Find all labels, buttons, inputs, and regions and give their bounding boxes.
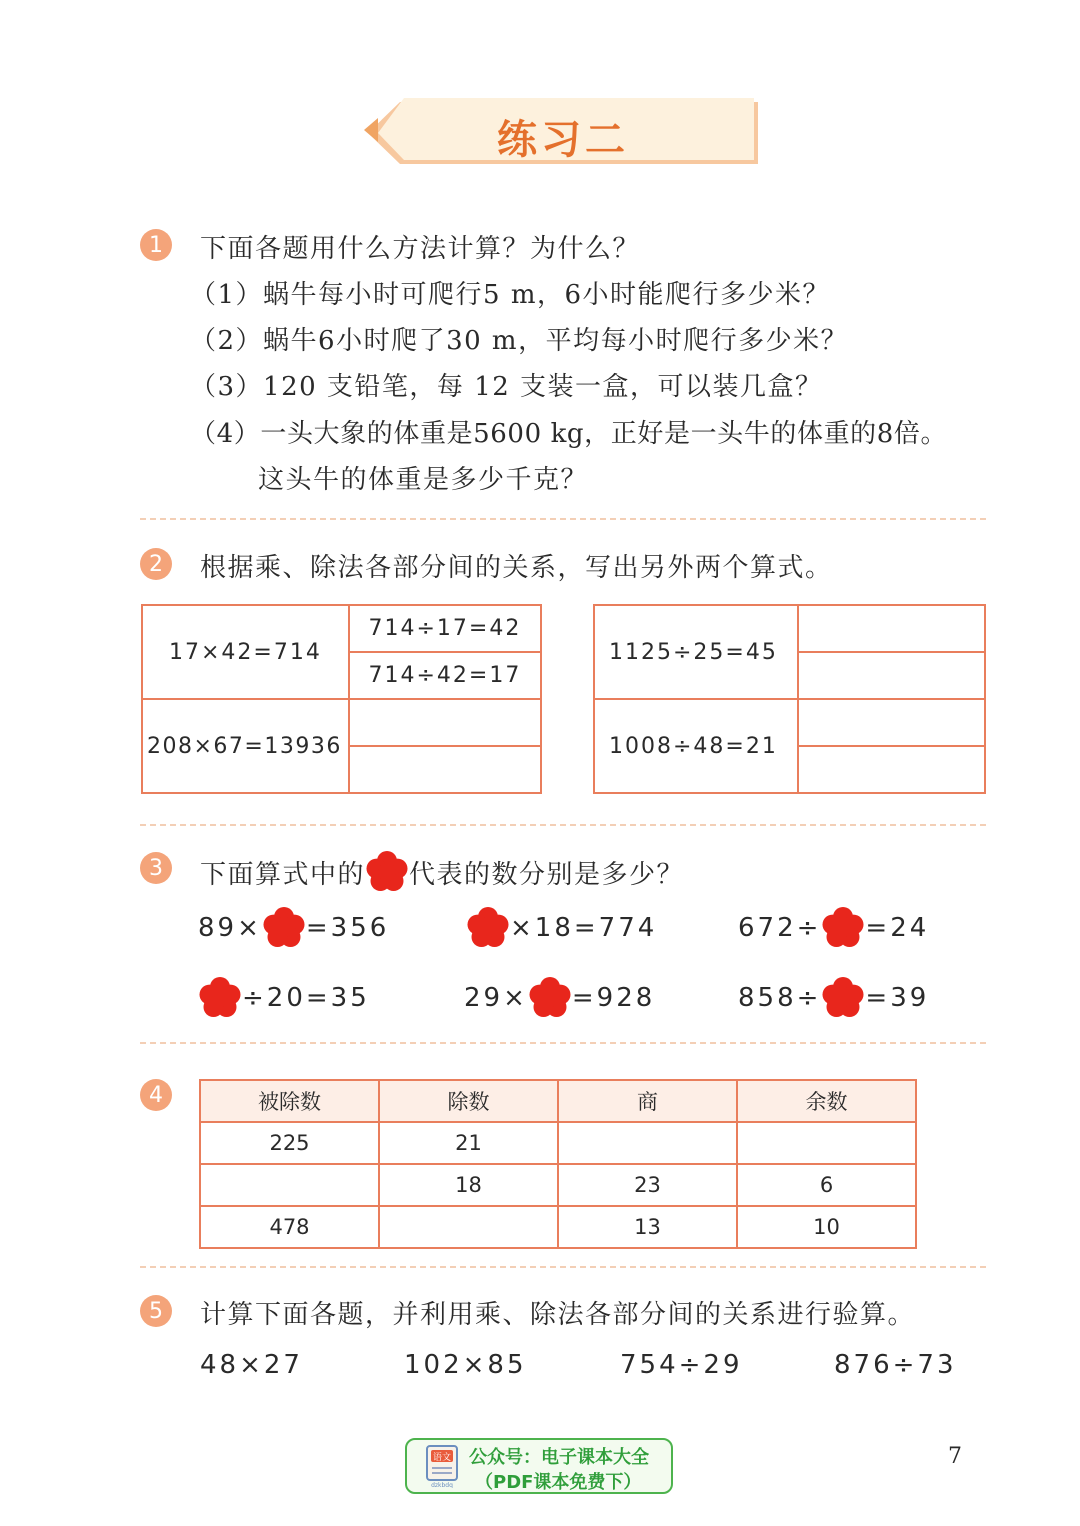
column-header: 除数: [379, 1080, 558, 1122]
flower-icon: [821, 976, 865, 1020]
equation-left: 29×: [464, 983, 528, 1013]
flower-icon: [528, 976, 572, 1020]
table-cell: 13: [558, 1206, 737, 1248]
q1-item-1: （1）蜗牛每小时可爬行5 m，6小时能爬行多少米？: [190, 280, 831, 310]
section-divider: [140, 824, 986, 826]
answer-cell: 714÷17=42: [349, 605, 541, 652]
q5-problem: 876÷73: [834, 1350, 957, 1380]
q1-prompt: 下面各题用什么方法计算？为什么？: [200, 234, 641, 264]
q5-problem: 102×85: [404, 1350, 527, 1380]
q5-prompt: 计算下面各题，并利用乘、除法各部分间的关系进行验算。: [200, 1300, 916, 1330]
watermark-badge: [405, 1438, 673, 1494]
table-cell: 18: [379, 1164, 558, 1206]
book-icon: [423, 1444, 463, 1488]
equation-right: =356: [305, 913, 390, 943]
table-cell: 21: [379, 1122, 558, 1164]
q2-prompt: 根据乘、除法各部分间的关系，写出另外两个算式。: [200, 553, 833, 583]
given-equation: 208×67=13936: [142, 699, 349, 793]
division-table: [199, 1079, 917, 1249]
question-number-4: 4: [140, 1079, 172, 1111]
answer-cell: [349, 746, 541, 793]
answer-cell: [798, 652, 985, 699]
equation-left: 89×: [198, 913, 262, 943]
flower-icon: [466, 906, 510, 950]
column-header: 商: [558, 1080, 737, 1122]
given-equation: 1008÷48=21: [594, 699, 798, 793]
q3-prompt: [200, 850, 684, 894]
column-header: 余数: [737, 1080, 916, 1122]
answer-cell: [349, 699, 541, 746]
table-cell: 6: [737, 1164, 916, 1206]
watermark-line-1: 公众号：电子课本大全: [469, 1447, 649, 1468]
q1-item-3: （3）120 支铅笔，每 12 支装一盒，可以装几盒？: [190, 372, 823, 402]
given-equation: 17×42=714: [142, 605, 349, 699]
q1-item-2: （2）蜗牛6小时爬了30 m，平均每小时爬行多少米？: [190, 326, 849, 356]
q3-equation-3: [738, 906, 929, 950]
page-number: 7: [948, 1444, 962, 1469]
table-cell: [379, 1206, 558, 1248]
answer-cell: [798, 699, 985, 746]
equation-right: ×18=774: [510, 913, 658, 943]
page-title: 练习二: [497, 116, 629, 163]
table-header-row: [200, 1080, 916, 1122]
flower-icon: [198, 976, 242, 1020]
given-equation: 1125÷25=45: [594, 605, 798, 699]
equation-right: =39: [865, 983, 930, 1013]
q3-equation-6: [738, 976, 929, 1020]
equation-right: =24: [865, 913, 930, 943]
q3-equation-2: [466, 906, 657, 950]
table-cell: 23: [558, 1164, 737, 1206]
q3-prompt-start: 下面算式中的: [200, 859, 366, 890]
flower-icon: [262, 906, 306, 950]
answer-cell: [798, 605, 985, 652]
q3-equation-1: [198, 906, 389, 950]
svg-text:语文: 语文: [432, 1453, 452, 1463]
table-cell: 478: [200, 1206, 379, 1248]
section-divider: [140, 1042, 986, 1044]
relation-table-right: [593, 604, 986, 794]
section-divider: [140, 1266, 986, 1268]
answer-cell: 714÷42=17: [349, 652, 541, 699]
q1-item-4-continued: 这头牛的体重是多少千克？: [258, 465, 589, 495]
equation-left: 858÷: [738, 983, 822, 1013]
equation-right: =928: [571, 983, 656, 1013]
question-number-1: 1: [140, 229, 172, 261]
table-cell: 10: [737, 1206, 916, 1248]
watermark-line-2: （PDF课本免费下）: [475, 1472, 642, 1493]
q3-equation-4: [198, 976, 370, 1020]
table-cell: 225: [200, 1122, 379, 1164]
relation-table-left: [141, 604, 542, 794]
question-number-3: 3: [140, 852, 172, 884]
table-row: [200, 1206, 916, 1248]
q1-item-4: （4）一头大象的体重是5600 kg，正好是一头牛的体重的8倍。: [190, 419, 948, 449]
column-header: 被除数: [200, 1080, 379, 1122]
answer-cell: [798, 746, 985, 793]
question-number-5: 5: [140, 1295, 172, 1327]
equation-right: ÷20=35: [242, 983, 370, 1013]
equation-left: 672÷: [738, 913, 822, 943]
table-cell: [737, 1122, 916, 1164]
flower-icon: [365, 850, 409, 894]
svg-text:dzkbdq: dzkbdq: [431, 1482, 453, 1488]
flower-icon: [821, 906, 865, 950]
q5-problem: 754÷29: [620, 1350, 743, 1380]
question-number-2: 2: [140, 548, 172, 580]
title-banner: [362, 98, 764, 168]
table-row: [200, 1122, 916, 1164]
q3-equation-5: [464, 976, 655, 1020]
table-cell: [200, 1164, 379, 1206]
section-divider: [140, 518, 986, 520]
q5-problem: 48×27: [200, 1350, 303, 1380]
q3-prompt-end: 代表的数分别是多少？: [409, 859, 685, 890]
table-row: [200, 1164, 916, 1206]
table-cell: [558, 1122, 737, 1164]
